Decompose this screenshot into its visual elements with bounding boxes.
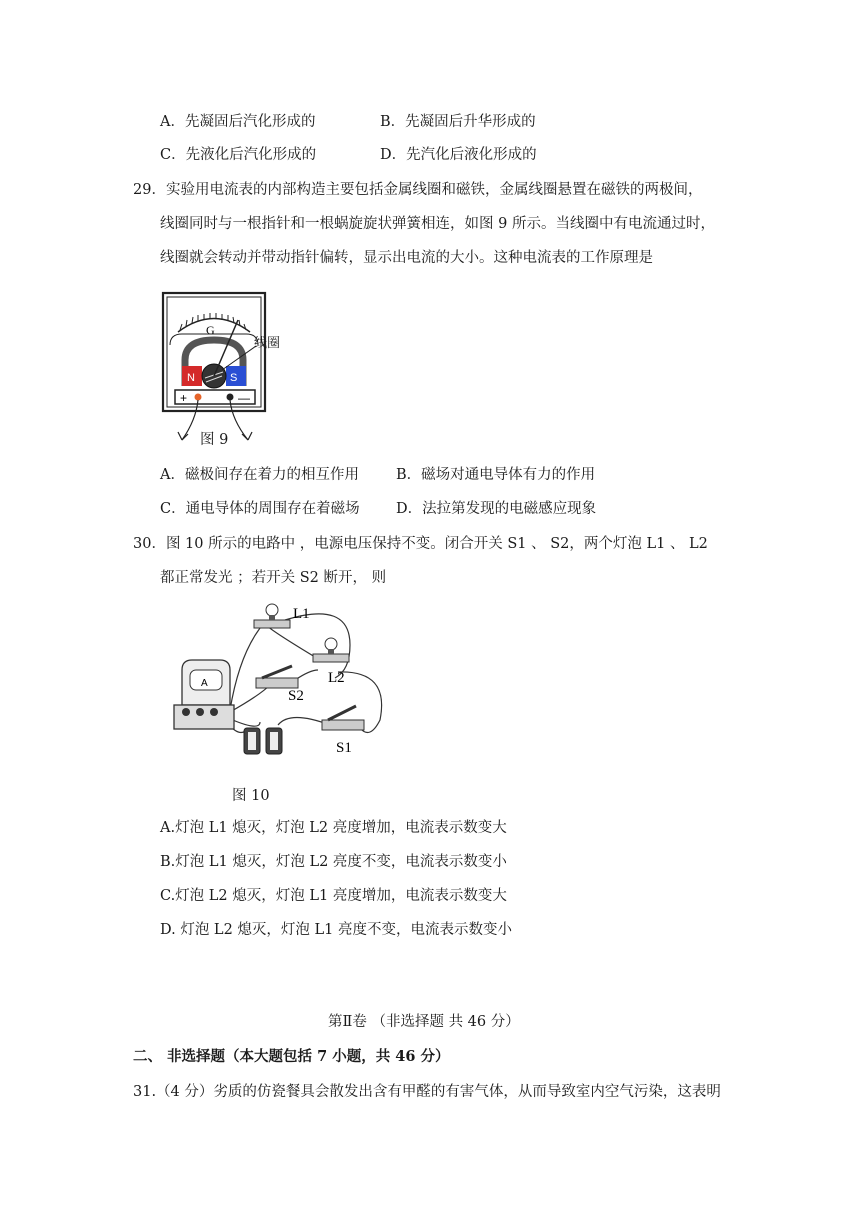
section-2-heading: 二、 非选择题（本大题包括 7 小题，共 46 分） bbox=[133, 1048, 450, 1065]
ammeter bbox=[174, 660, 234, 729]
q30-stem-line2: 都正常发光 ；若开关 S2 断开， 则 bbox=[160, 570, 387, 586]
switch-s1 bbox=[322, 706, 364, 730]
minus-terminal bbox=[227, 394, 234, 401]
dial-letter: G bbox=[206, 323, 215, 337]
plus-terminal-label: + bbox=[180, 391, 188, 405]
label-l1: L1 bbox=[293, 606, 310, 622]
label-s1: S1 bbox=[336, 740, 352, 756]
figure-10-circuit bbox=[170, 600, 420, 775]
figure-9-galvanometer bbox=[160, 290, 290, 450]
q28-option-c: C．先液化后汽化形成的 bbox=[160, 147, 317, 163]
q31-stem: 31.（4 分）劣质的仿瓷餐具会散发出含有甲醛的有害气体，从而导致室内空气污染，这表明 bbox=[133, 1084, 721, 1100]
figure-9-caption: 图 9 bbox=[200, 432, 229, 448]
q29-stem-line2: 线圈同时与一根指针和一根蜗旋旋状弹簧相连，如图 9 所示。当线圈中有电流通过时， bbox=[160, 216, 715, 232]
minus-terminal-label: — bbox=[238, 391, 250, 405]
q29-option-c: C．通电导体的周围存在着磁场 bbox=[160, 501, 360, 517]
q29-stem-line1: 29．实验用电流表的内部构造主要包括金属线圈和磁铁，金属线圈悬置在磁铁的两极间， bbox=[133, 182, 703, 198]
figure-10-caption: 图 10 bbox=[232, 788, 270, 804]
ammeter-letter: A bbox=[201, 678, 208, 689]
label-s2: S2 bbox=[288, 688, 304, 704]
bulb-l1 bbox=[254, 604, 290, 628]
q30-option-c: C.灯泡 L2 熄灭，灯泡 L1 亮度增加，电流表示数变大 bbox=[160, 888, 507, 904]
north-label: N bbox=[187, 372, 195, 384]
part2-title: 第Ⅱ卷 （非选择题 共 46 分） bbox=[328, 1014, 520, 1030]
label-l2: L2 bbox=[328, 670, 345, 686]
q28-option-a: A．先凝固后汽化形成的 bbox=[160, 114, 316, 130]
q30-stem-line1: 30．图 10 所示的电路中 ，电源电压保持不变。闭合开关 S1 、 S2，两个灯泡 L1 、 L2 bbox=[133, 536, 708, 552]
q29-option-d: D．法拉第发现的电磁感应现象 bbox=[396, 501, 597, 517]
bulb-l2 bbox=[313, 638, 349, 662]
q28-option-d: D．先汽化后液化形成的 bbox=[380, 147, 537, 163]
switch-s2 bbox=[256, 666, 298, 688]
coil-label: 线圈 bbox=[254, 336, 281, 351]
battery-pack bbox=[244, 728, 282, 754]
south-label: S bbox=[230, 372, 238, 384]
plus-terminal bbox=[195, 394, 202, 401]
q28-option-b: B．先凝固后升华形成的 bbox=[380, 114, 536, 130]
q30-option-a: A.灯泡 L1 熄灭，灯泡 L2 亮度增加，电流表示数变大 bbox=[160, 820, 507, 836]
q29-stem-line3: 线圈就会转动并带动指针偏转，显示出电流的大小。这种电流表的工作原理是 bbox=[160, 250, 653, 266]
q29-option-a: A．磁极间存在着力的相互作用 bbox=[160, 467, 359, 483]
q30-option-b: B.灯泡 L1 熄灭，灯泡 L2 亮度不变，电流表示数变小 bbox=[160, 854, 507, 870]
q29-option-b: B．磁场对通电导体有力的作用 bbox=[396, 467, 596, 483]
q30-option-d: D. 灯泡 L2 熄灭，灯泡 L1 亮度不变，电流表示数变小 bbox=[160, 922, 512, 938]
